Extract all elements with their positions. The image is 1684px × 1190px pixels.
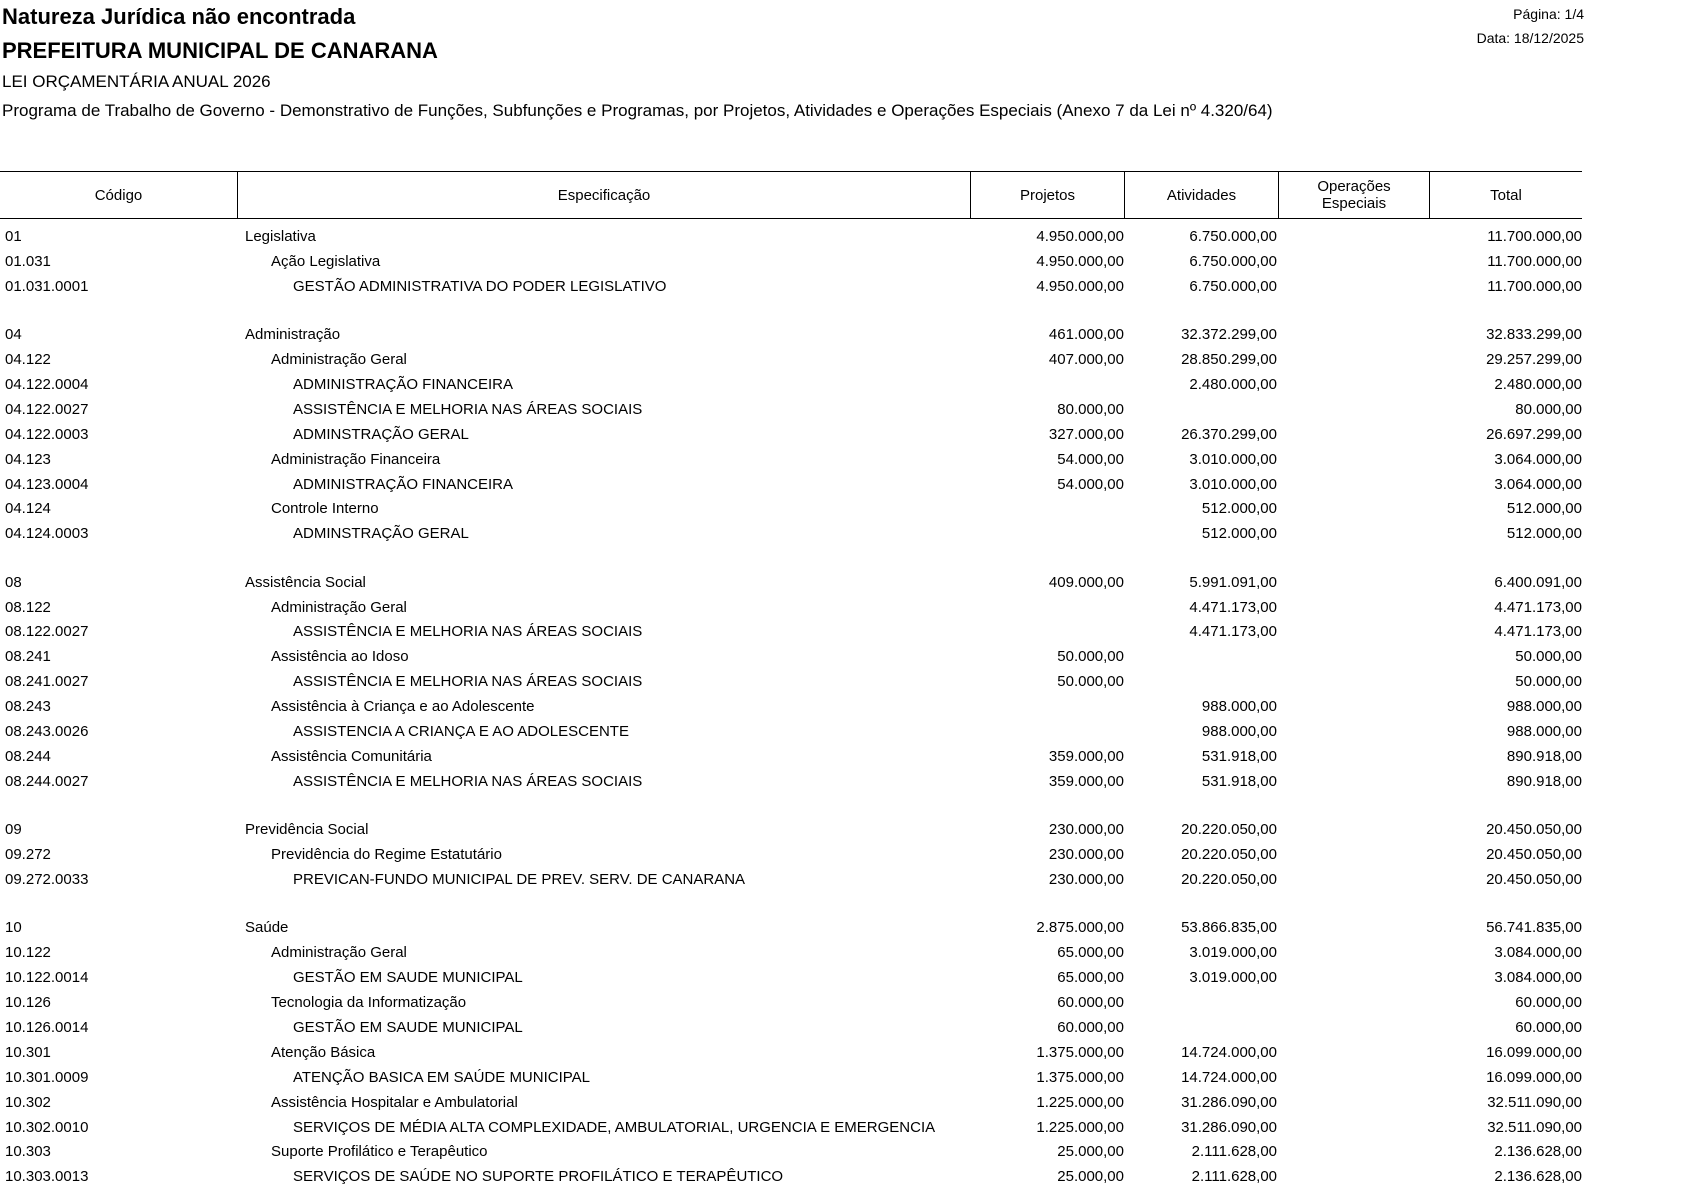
cell-code: 04.122	[5, 351, 51, 369]
cell-code: 10.302	[5, 1093, 51, 1111]
cell-atividades: 31.286.090,00	[1181, 1093, 1277, 1111]
cell-especificacao: ADMINISTRAÇÃO FINANCEIRA	[293, 475, 514, 493]
cell-atividades: 4.471.173,00	[1189, 598, 1277, 616]
table-row	[0, 868, 1582, 893]
cell-projetos: 1.375.000,00	[1036, 1043, 1124, 1061]
cell-atividades: 988.000,00	[1201, 723, 1277, 741]
cell-code: 01.031.0001	[5, 277, 89, 295]
table-header	[0, 171, 1582, 219]
cell-atividades: 26.370.299,00	[1181, 425, 1277, 443]
section-spacer	[0, 795, 1582, 819]
cell-total: 32.511.090,00	[1487, 1093, 1582, 1111]
cell-especificacao: Ação Legislativa	[271, 252, 381, 270]
cell-especificacao: Administração Financeira	[271, 450, 441, 468]
table-row	[0, 596, 1582, 621]
col-header-especificacao: Especificação	[557, 186, 651, 204]
cell-atividades: 2.480.000,00	[1189, 375, 1277, 393]
cell-total: 16.099.000,00	[1486, 1043, 1582, 1061]
table-row	[0, 941, 1582, 966]
cell-projetos: 65.000,00	[1057, 944, 1124, 962]
cell-total: 512.000,00	[1506, 525, 1582, 543]
table-row	[0, 473, 1582, 498]
report-header	[2, 0, 1584, 165]
cell-especificacao: ASSISTENCIA A CRIANÇA E AO ADOLESCENTE	[293, 723, 629, 741]
table-row	[0, 398, 1582, 423]
table-row	[0, 916, 1582, 941]
table-row	[0, 1116, 1582, 1141]
table-row	[0, 1041, 1582, 1066]
cell-code: 04.122.0003	[5, 425, 89, 443]
cell-projetos: 4.950.000,00	[1036, 252, 1124, 270]
cell-code: 08.241	[5, 648, 51, 666]
cell-code: 01	[5, 228, 22, 245]
cell-especificacao: Previdência do Regime Estatutário	[271, 846, 502, 864]
cell-projetos: 50.000,00	[1057, 673, 1124, 691]
cell-projetos: 54.000,00	[1057, 475, 1124, 493]
budget-table	[0, 171, 1582, 1190]
report-entity-title: PREFEITURA MUNICIPAL DE CANARANA	[2, 38, 438, 63]
cell-total: 3.064.000,00	[1494, 450, 1582, 468]
cell-atividades: 20.220.050,00	[1181, 846, 1277, 864]
cell-code: 04.122.0004	[5, 375, 89, 393]
cell-total: 26.697.299,00	[1486, 425, 1582, 443]
col-header-operacoes	[1279, 172, 1429, 218]
cell-atividades: 512.000,00	[1201, 525, 1277, 543]
cell-projetos: 2.875.000,00	[1036, 919, 1124, 937]
cell-total: 20.450.050,00	[1486, 870, 1582, 888]
cell-especificacao: SERVIÇOS DE MÉDIA ALTA COMPLEXIDADE, AMBULATORIAL, URGENCIA E EMERGENCIA	[293, 1118, 936, 1136]
col-header-total: Total	[1490, 186, 1522, 204]
cell-code: 08	[5, 573, 22, 591]
cell-especificacao: Tecnologia da Informatização	[271, 994, 467, 1012]
cell-total: 32.833.299,00	[1486, 326, 1582, 344]
cell-code: 08.244.0027	[5, 772, 89, 790]
cell-total: 11.700.000,00	[1487, 277, 1582, 295]
cell-total: 32.511.090,00	[1487, 1118, 1582, 1136]
cell-total: 16.099.000,00	[1486, 1068, 1582, 1086]
cell-projetos: 230.000,00	[1048, 821, 1124, 839]
report-nature-title: Natureza Jurídica não encontrada	[2, 4, 356, 29]
cell-especificacao: ADMINISTRAÇÃO FINANCEIRA	[293, 375, 514, 393]
cell-total: 890.918,00	[1506, 772, 1582, 790]
cell-especificacao: Assistência Hospitalar e Ambulatorial	[271, 1093, 518, 1111]
cell-especificacao: GESTÃO EM SAUDE MUNICIPAL	[293, 969, 523, 987]
cell-total: 3.064.000,00	[1494, 475, 1582, 493]
cell-total: 60.000,00	[1515, 1018, 1582, 1036]
cell-especificacao: GESTÃO EM SAUDE MUNICIPAL	[293, 1018, 523, 1036]
cell-especificacao: Administração	[245, 326, 341, 344]
cell-especificacao: GESTÃO ADMINISTRATIVA DO PODER LEGISLATIVO	[293, 277, 667, 295]
cell-projetos: 461.000,00	[1048, 326, 1124, 344]
cell-atividades: 531.918,00	[1201, 772, 1277, 790]
cell-especificacao: Administração Geral	[271, 944, 407, 962]
cell-projetos: 409.000,00	[1048, 573, 1124, 591]
cell-code: 09.272	[5, 846, 51, 864]
cell-code: 10.126.0014	[5, 1018, 89, 1036]
cell-total: 4.471.173,00	[1494, 623, 1582, 641]
cell-atividades: 28.850.299,00	[1181, 351, 1277, 369]
cell-atividades: 988.000,00	[1201, 698, 1277, 716]
cell-atividades: 2.111.628,00	[1191, 1143, 1277, 1161]
cell-atividades: 20.220.050,00	[1181, 870, 1277, 888]
col-header-atividades: Atividades	[1166, 186, 1237, 204]
section-spacer	[0, 300, 1582, 324]
table-row	[0, 991, 1582, 1016]
cell-atividades: 531.918,00	[1201, 747, 1277, 765]
cell-total: 50.000,00	[1515, 648, 1582, 666]
cell-atividades: 2.111.628,00	[1191, 1168, 1277, 1186]
table-row	[0, 225, 1582, 250]
cell-total: 988.000,00	[1506, 723, 1582, 741]
section-spacer	[0, 547, 1582, 571]
cell-total: 988.000,00	[1506, 698, 1582, 716]
cell-code: 10.301	[5, 1043, 51, 1061]
cell-atividades: 6.750.000,00	[1189, 252, 1277, 270]
cell-code: 09	[5, 821, 22, 839]
cell-code: 10.126	[5, 994, 51, 1012]
cell-code: 08.122.0027	[5, 623, 89, 641]
table-row	[0, 497, 1582, 522]
cell-atividades: 6.750.000,00	[1189, 277, 1277, 295]
cell-total: 29.257.299,00	[1486, 351, 1582, 369]
cell-total: 890.918,00	[1506, 747, 1582, 765]
cell-especificacao: ADMINSTRAÇÃO GERAL	[293, 525, 469, 543]
cell-especificacao: Administração Geral	[271, 351, 407, 369]
table-row	[0, 423, 1582, 448]
table-row	[0, 770, 1582, 795]
cell-especificacao: PREVICAN-FUNDO MUNICIPAL DE PREV. SERV. DE CANARANA	[293, 870, 746, 888]
cell-total: 11.700.000,00	[1487, 252, 1582, 270]
cell-atividades: 3.019.000,00	[1189, 944, 1277, 962]
cell-projetos: 1.375.000,00	[1036, 1068, 1124, 1086]
cell-atividades: 3.019.000,00	[1189, 969, 1277, 987]
cell-total: 2.136.628,00	[1494, 1168, 1582, 1186]
col-header-codigo: Código	[94, 186, 143, 204]
cell-atividades: 32.372.299,00	[1181, 326, 1277, 344]
cell-code: 04.122.0027	[5, 400, 89, 418]
section-spacer	[0, 893, 1582, 917]
cell-atividades: 4.471.173,00	[1189, 623, 1277, 641]
table-row	[0, 843, 1582, 868]
cell-especificacao: Legislativa	[245, 228, 316, 245]
cell-especificacao: Suporte Profilático e Terapêutico	[271, 1143, 488, 1161]
cell-projetos: 25.000,00	[1057, 1143, 1124, 1161]
cell-projetos: 327.000,00	[1048, 425, 1124, 443]
cell-code: 04	[5, 326, 22, 344]
table-row	[0, 448, 1582, 473]
report-date: Data: 18/12/2025	[1476, 30, 1584, 46]
table-row	[0, 373, 1582, 398]
cell-code: 08.244	[5, 747, 51, 765]
cell-total: 20.450.050,00	[1486, 846, 1582, 864]
cell-projetos: 4.950.000,00	[1036, 228, 1124, 245]
cell-especificacao: Assistência ao Idoso	[271, 648, 409, 666]
cell-atividades: 3.010.000,00	[1189, 475, 1277, 493]
cell-code: 01.031	[5, 252, 51, 270]
table-row	[0, 966, 1582, 991]
cell-especificacao: Previdência Social	[245, 821, 369, 839]
cell-projetos: 407.000,00	[1048, 351, 1124, 369]
table-row	[0, 1066, 1582, 1091]
report-law-title: LEI ORÇAMENTÁRIA ANUAL 2026	[2, 72, 271, 91]
cell-total: 20.450.050,00	[1486, 821, 1582, 839]
cell-code: 09.272.0033	[5, 870, 89, 888]
cell-projetos: 25.000,00	[1057, 1168, 1124, 1186]
cell-atividades: 31.286.090,00	[1181, 1118, 1277, 1136]
cell-code: 08.122	[5, 598, 51, 616]
cell-projetos: 359.000,00	[1048, 772, 1124, 790]
cell-projetos: 230.000,00	[1048, 846, 1124, 864]
cell-code: 08.243	[5, 698, 51, 716]
cell-especificacao: ASSISTÊNCIA E MELHORIA NAS ÁREAS SOCIAIS	[293, 772, 643, 790]
report-description: Programa de Trabalho de Governo - Demonstrativo de Funções, Subfunções e Programas, por Projetos, Atividades e Operações Especiais (Anexo 7 da Lei nº 4.320/64)	[2, 101, 1273, 120]
cell-projetos: 4.950.000,00	[1036, 277, 1124, 295]
cell-projetos: 80.000,00	[1057, 400, 1124, 418]
cell-especificacao: ATENÇÃO BASICA EM SAÚDE MUNICIPAL	[293, 1068, 591, 1086]
cell-code: 10.302.0010	[5, 1118, 89, 1136]
cell-code: 08.243.0026	[5, 723, 89, 741]
cell-projetos: 1.225.000,00	[1036, 1118, 1124, 1136]
cell-especificacao: SERVIÇOS DE SAÚDE NO SUPORTE PROFILÁTICO E TERAPÊUTICO	[293, 1168, 784, 1186]
cell-projetos: 60.000,00	[1057, 1018, 1124, 1036]
cell-especificacao: Assistência Social	[245, 573, 366, 591]
cell-projetos: 230.000,00	[1048, 870, 1124, 888]
cell-code: 04.123.0004	[5, 475, 89, 493]
cell-especificacao: Assistência Comunitária	[271, 747, 432, 765]
cell-total: 3.084.000,00	[1494, 969, 1582, 987]
col-header-operacoes-line1: Operações	[1317, 178, 1391, 195]
cell-total: 2.136.628,00	[1494, 1143, 1582, 1161]
page-number: Página: 1/4	[1513, 6, 1584, 22]
table-row	[0, 348, 1582, 373]
cell-code: 04.124.0003	[5, 525, 89, 543]
col-header-projetos: Projetos	[1019, 186, 1076, 204]
cell-projetos: 54.000,00	[1057, 450, 1124, 468]
cell-atividades: 5.991.091,00	[1189, 573, 1277, 591]
cell-especificacao: ASSISTÊNCIA E MELHORIA NAS ÁREAS SOCIAIS	[293, 673, 643, 691]
cell-especificacao: Assistência à Criança e ao Adolescente	[271, 698, 535, 716]
cell-atividades: 53.866.835,00	[1181, 919, 1277, 937]
cell-projetos: 359.000,00	[1048, 747, 1124, 765]
table-row	[0, 571, 1582, 596]
cell-atividades: 14.724.000,00	[1181, 1068, 1277, 1086]
cell-total: 6.400.091,00	[1494, 573, 1582, 591]
cell-atividades: 6.750.000,00	[1189, 228, 1277, 245]
cell-projetos: 50.000,00	[1057, 648, 1124, 666]
cell-especificacao: Saúde	[245, 919, 289, 937]
cell-total: 11.700.000,00	[1487, 228, 1582, 245]
cell-atividades: 512.000,00	[1201, 500, 1277, 518]
table-row	[0, 620, 1582, 645]
table-row	[0, 1140, 1582, 1165]
table-row	[0, 745, 1582, 770]
cell-total: 512.000,00	[1506, 500, 1582, 518]
cell-code: 10.122	[5, 944, 51, 962]
cell-code: 04.123	[5, 450, 51, 468]
cell-total: 60.000,00	[1515, 994, 1582, 1012]
cell-especificacao: Controle Interno	[271, 500, 379, 518]
cell-total: 80.000,00	[1515, 400, 1582, 418]
cell-code: 10.122.0014	[5, 969, 89, 987]
cell-especificacao: ADMINSTRAÇÃO GERAL	[293, 425, 469, 443]
cell-projetos: 60.000,00	[1057, 994, 1124, 1012]
table-body	[0, 219, 1582, 1190]
cell-code: 10	[5, 919, 22, 937]
table-row	[0, 323, 1582, 348]
cell-code: 04.124	[5, 500, 51, 518]
cell-total: 4.471.173,00	[1494, 598, 1582, 616]
table-row	[0, 1016, 1582, 1041]
table-row	[0, 1165, 1582, 1190]
cell-atividades: 20.220.050,00	[1181, 821, 1277, 839]
table-row	[0, 720, 1582, 745]
cell-especificacao: Administração Geral	[271, 598, 407, 616]
table-row	[0, 522, 1582, 547]
col-header-operacoes-line2: Especiais	[1321, 195, 1387, 212]
cell-code: 10.301.0009	[5, 1068, 89, 1086]
cell-code: 10.303	[5, 1143, 51, 1161]
cell-especificacao: Atenção Básica	[271, 1043, 376, 1061]
table-row	[0, 695, 1582, 720]
cell-total: 3.084.000,00	[1494, 944, 1582, 962]
table-row	[0, 670, 1582, 695]
cell-total: 2.480.000,00	[1494, 375, 1582, 393]
cell-especificacao: ASSISTÊNCIA E MELHORIA NAS ÁREAS SOCIAIS	[293, 623, 643, 641]
cell-especificacao: ASSISTÊNCIA E MELHORIA NAS ÁREAS SOCIAIS	[293, 400, 643, 418]
cell-code: 08.241.0027	[5, 673, 89, 691]
table-row	[0, 818, 1582, 843]
cell-total: 50.000,00	[1515, 673, 1582, 691]
cell-code: 10.303.0013	[5, 1168, 89, 1186]
cell-atividades: 14.724.000,00	[1181, 1043, 1277, 1061]
cell-projetos: 65.000,00	[1057, 969, 1124, 987]
table-row	[0, 250, 1582, 275]
table-row	[0, 645, 1582, 670]
cell-atividades: 3.010.000,00	[1189, 450, 1277, 468]
cell-projetos: 1.225.000,00	[1036, 1093, 1124, 1111]
table-row	[0, 275, 1582, 300]
table-row	[0, 1091, 1582, 1116]
cell-total: 56.741.835,00	[1486, 919, 1582, 937]
